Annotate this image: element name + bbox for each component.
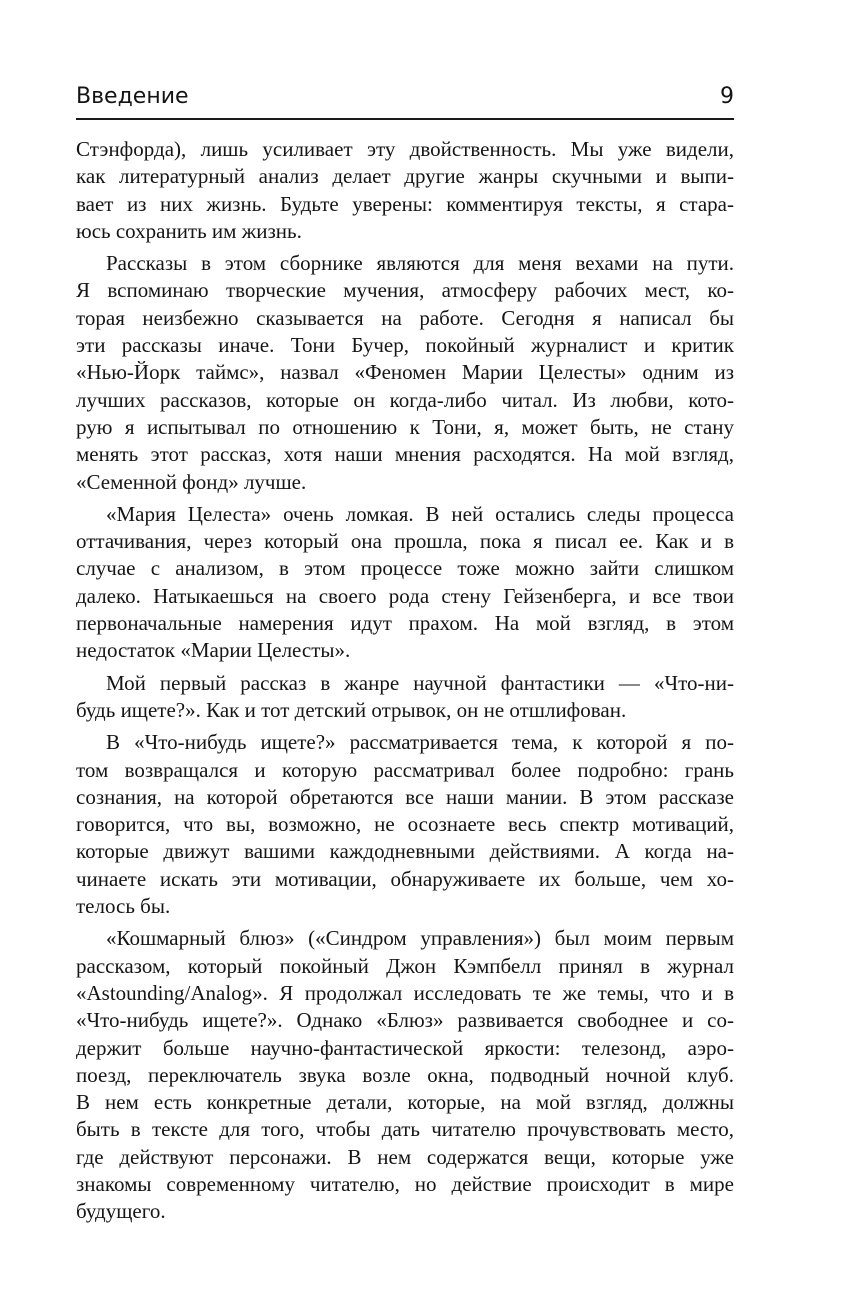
text-line: чинаете искать эти мотивации, обнаруживаете их больше, чем хо-: [76, 866, 734, 891]
running-header: [76, 84, 734, 118]
paragraph: [76, 729, 734, 920]
text-line: «Astounding/Analog». Я продолжал исследовать те же темы, что и в: [76, 980, 734, 1005]
paragraph: [76, 501, 734, 665]
text-line: «Семенной фонд» лучше.: [76, 469, 307, 494]
page-number: 9: [720, 84, 734, 109]
paragraph: [76, 925, 734, 1225]
section-title: Введение: [76, 84, 189, 109]
text-line: Рассказы в этом сборнике являются для меня вехами на пути.: [106, 251, 734, 276]
text-line: торая неизбежно сказывается на работе. Сегодня я написал бы: [76, 305, 734, 330]
text-line: знакомы современному читателю, но действие происходит в мире: [76, 1171, 734, 1196]
text-line: рую я испытывал по отношению к Тони, я, может быть, не стану: [76, 414, 734, 439]
text-line: телось бы.: [76, 894, 171, 919]
text-line: будь ищете?». Как и тот детский отрывок, он не отшлифован.: [76, 697, 627, 722]
text-line: лучших рассказов, которые он когда-либо читал. Из любви, кото-: [76, 387, 734, 412]
paragraph: [76, 670, 734, 725]
text-line: Я вспоминаю творческие мучения, атмосферу рабочих мест, ко-: [76, 278, 734, 303]
text-line: оттачивания, через который она прошла, пока я писал ее. Как и в: [76, 529, 734, 554]
text-line: быть в тексте для того, чтобы дать читателю прочувствовать место,: [76, 1117, 734, 1142]
text-line: где действуют персонажи. В нем содержатся вещи, которые уже: [76, 1144, 734, 1169]
text-line: юсь сохранить им жизнь.: [76, 218, 302, 243]
text-line: Стэнфорда), лишь усиливает эту двойственность. Мы уже видели,: [76, 137, 734, 161]
text-line: недостаток «Марии Целесты».: [76, 638, 351, 663]
body-text: [76, 136, 734, 1226]
header-rule: [76, 118, 734, 120]
text-line: В нем есть конкретные детали, которые, на мой взгляд, должны: [76, 1090, 734, 1115]
paragraph: [76, 250, 734, 496]
text-line: «Что-нибудь ищете?». Однако «Блюз» развивается свободнее и со-: [76, 1008, 734, 1033]
text-line: которые движут вашими каждодневными действиями. А когда на-: [76, 839, 734, 864]
text-line: «Мария Целеста» очень ломкая. В ней остались следы процесса: [106, 501, 734, 526]
text-line: вает из них жизнь. Будьте уверены: комментируя тексты, я стара-: [76, 191, 734, 216]
text-line: Мой первый рассказ в жанре научной фантастики — «Что-ни-: [106, 670, 734, 695]
text-line: как литературный анализ делает другие жанры скучными и выпи-: [76, 164, 734, 189]
text-line: будущего.: [76, 1199, 166, 1224]
text-line: том возвращался и которую рассматривал более подробно: грань: [76, 757, 734, 782]
book-page: [76, 84, 734, 1231]
text-line: В «Что-нибудь ищете?» рассматривается тема, к которой я по-: [106, 730, 734, 755]
text-line: сознания, на которой обретаются все наши мании. В этом рассказе: [76, 784, 734, 809]
paragraph: [76, 136, 734, 245]
text-line: менять этот рассказ, хотя наши мнения расходятся. На мой взгляд,: [76, 442, 734, 467]
text-line: «Нью-Йорк таймс», назвал «Феномен Марии Целесты» одним из: [76, 360, 734, 385]
text-line: говорится, что вы, возможно, не осознаете весь спектр мотиваций,: [76, 812, 734, 837]
text-line: далеко. Натыкаешься на своего рода стену Гейзенберга, и все твои: [76, 583, 734, 608]
text-line: случае с анализом, в этом процессе тоже можно зайти слишком: [76, 556, 734, 581]
text-line: эти рассказы иначе. Тони Бучер, покойный журналист и критик: [76, 333, 734, 358]
text-line: первоначальные намерения идут прахом. На мой взгляд, в этом: [76, 611, 734, 636]
text-line: рассказом, который покойный Джон Кэмпбелл принял в журнал: [76, 953, 734, 978]
text-line: поезд, переключатель звука возле окна, подводный ночной клуб.: [76, 1062, 734, 1087]
text-line: держит больше научно-фантастической яркости: телезонд, аэро-: [76, 1035, 734, 1060]
text-line: «Кошмарный блюз» («Синдром управления») был моим первым: [106, 926, 734, 951]
